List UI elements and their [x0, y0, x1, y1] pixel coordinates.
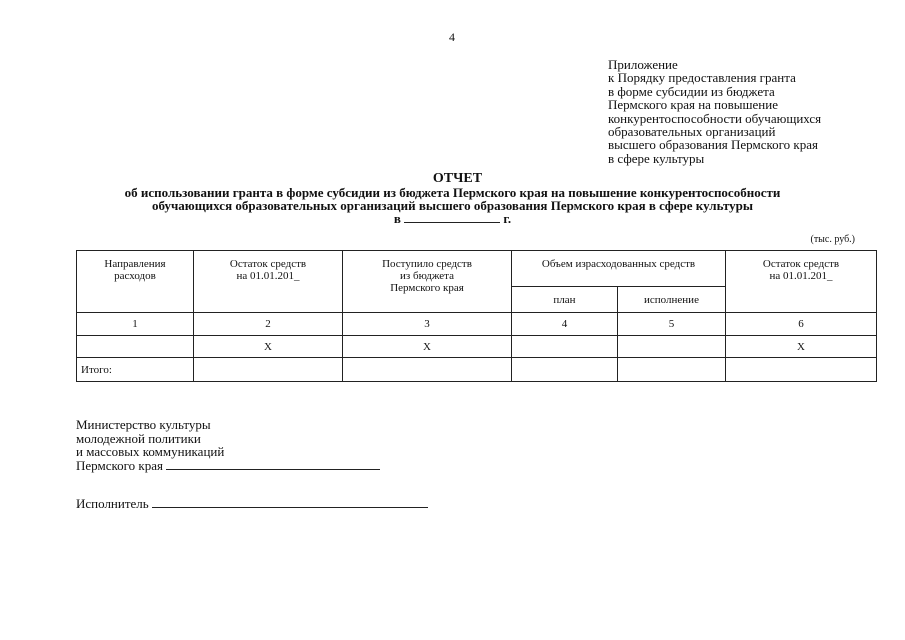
- report-title-block: [0, 172, 905, 225]
- total-label: Итого:: [77, 358, 194, 382]
- ministry-signature-blank: [166, 459, 380, 470]
- table-row: [77, 336, 877, 358]
- table-cell: X: [343, 336, 512, 358]
- report-subtitle-line-1: об использовании гранта в форме субсидии из бюджета Пермского края на повышение конкурентоспособности: [124, 185, 781, 200]
- table-cell: 2: [194, 313, 343, 336]
- date-suffix: г.: [503, 211, 512, 226]
- executor-label: Исполнитель: [76, 496, 149, 511]
- report-date-line: [0, 212, 905, 225]
- table-cell: 6: [726, 313, 877, 336]
- ministry-line: молодежной политики: [76, 430, 201, 446]
- ministry-line: и массовых коммуникаций: [76, 444, 225, 459]
- table-cell: [726, 358, 877, 382]
- appendix-line: к Порядку предоставления гранта: [608, 70, 796, 86]
- ministry-signature: [76, 418, 380, 472]
- executor-signature: [76, 497, 428, 511]
- table-cell: [512, 358, 618, 382]
- appendix-line: в сфере культуры: [608, 150, 705, 166]
- header-received-funds: Поступило средств из бюджета Пермского края: [343, 251, 512, 313]
- appendix-line: конкурентоспособности обучающихся: [608, 110, 822, 126]
- table-header-row: [77, 251, 877, 287]
- table-cell: 4: [512, 313, 618, 336]
- ministry-line-with-blank: Пермского края: [76, 459, 380, 473]
- header-balance-end: Остаток средств на 01.01.201_: [726, 251, 877, 313]
- appendix-note: [608, 58, 898, 165]
- header-plan: план: [512, 287, 618, 313]
- date-blank: [404, 212, 500, 223]
- units-label: (тыс. руб.): [810, 234, 855, 245]
- table-cell: [618, 358, 726, 382]
- date-prefix: в: [393, 211, 401, 226]
- table-cell: 1: [77, 313, 194, 336]
- header-directions: Направления расходов: [77, 251, 194, 313]
- table-cell: X: [726, 336, 877, 358]
- table-cell: [343, 358, 512, 382]
- table-cell: [512, 336, 618, 358]
- report-title: ОТЧЕТ: [432, 171, 483, 186]
- header-execution: исполнение: [618, 287, 726, 313]
- header-balance-start: Остаток средств на 01.01.201_: [194, 251, 343, 313]
- table-cell: X: [194, 336, 343, 358]
- table-cell: [77, 336, 194, 358]
- appendix-line: Приложение: [608, 57, 678, 72]
- appendix-line: высшего образования Пермского края: [608, 137, 818, 153]
- appendix-line: Пермского края на повышение: [608, 97, 778, 113]
- table-cell: 5: [618, 313, 726, 336]
- appendix-line: в форме субсидии из бюджета: [608, 83, 775, 99]
- table-cell: [194, 358, 343, 382]
- table-cell: 3: [343, 313, 512, 336]
- report-table: [76, 250, 877, 382]
- page-number: 4: [449, 30, 455, 44]
- table-cell: [618, 336, 726, 358]
- table-total-row: [77, 358, 877, 382]
- executor-signature-blank: [152, 497, 428, 508]
- table-row: [77, 313, 877, 336]
- report-subtitle-line-2: обучающихся образовательных организаций высшего образования Пермского края в сфере культуры: [151, 198, 754, 213]
- appendix-line: образовательных организаций: [608, 124, 776, 140]
- ministry-line: Министерство культуры: [76, 417, 211, 432]
- header-spent-funds: Объем израсходованных средств: [512, 251, 726, 287]
